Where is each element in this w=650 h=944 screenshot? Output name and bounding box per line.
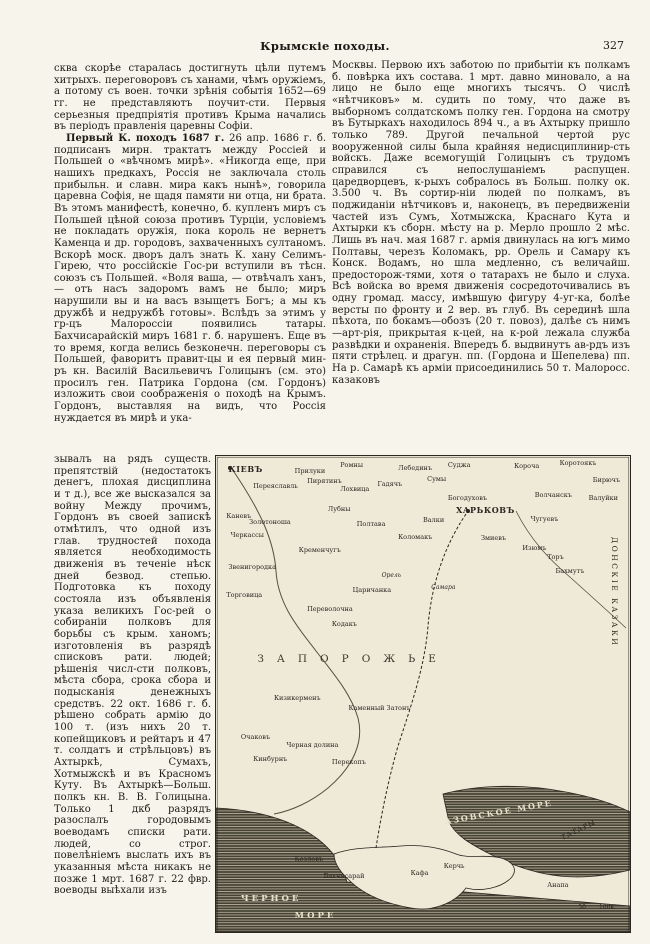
map-label: Звенигородка (228, 562, 276, 571)
map-labels-layer (216, 456, 630, 932)
map-label: Кременчугъ (298, 546, 341, 555)
map-label: Валуйки (588, 494, 618, 503)
map-label: Кодакъ (331, 619, 357, 628)
map-label: ЗАПОРОЖЬЕ (257, 652, 449, 665)
map-label: КІЕВЪ (228, 463, 263, 474)
map-label: ЧЕРНОЕ (240, 893, 302, 904)
map-label: 100в. (598, 904, 616, 912)
map-label: Волчанскъ (534, 491, 572, 500)
map-label: Богодуховъ (447, 494, 488, 503)
map-label: Полтава (356, 519, 386, 528)
map-label: Ромны (340, 460, 364, 469)
paragraph (54, 133, 326, 424)
map-label: Кинбурнъ (253, 754, 288, 763)
map-label: Валки (423, 515, 445, 524)
map-label: Кафа (410, 869, 429, 878)
paragraph: зывалъ на рядъ существ. препятствій (недостатокъ денегъ, плохая дисциплина и т д.), все же высказался за войну Между прочимъ, Гордонъ въ своей запискѣ отмѣтилъ, что одной изъ глав. трудностей похода является необходимость движенія въ теченіе нѣск дней безвод. степью. Подготовка къ походу состояла изъ объявленія указа великихъ Гос-рей о собираніи полковъ для борьбы съ крым. ханомъ; изготовленія въ разрядѣ списковъ рати. людей; рѣшенія числ-сти полковъ, мѣста сбора, срока сбора и подысканія денежныхъ средствъ. 22 окт. 1686 г. б. рѣшено собрать армію до 100 т. (изъ нихъ 20 т. копейщиковъ и рейтаръ и 47 т. солдатъ и стрѣльцовъ) въ Ахтыркѣ, Сумахъ, Хотмыжскѣ и въ Красномъ Куту. Въ Ахтыркѣ—Больш. полкъ кн. В. В. Голицына. Только 1 дкб разрядъ разослалъ городовымъ воеводамъ списки рати. людей, со строг. повелѣніемъ выслать ихъ въ указанныя мѣста никакъ не позже 1 мрт. 1687 г. 22 фвр. воеводы выѣхали изъ (54, 454, 211, 897)
map-label: Сумы (427, 474, 447, 483)
map-label: Переволочна (307, 605, 353, 614)
map-label: Каменный Затонъ (348, 704, 411, 713)
paragraph: Москвы. Первою ихъ заботою по прибытіи къ полкамъ б. повѣрка ихъ состава. 1 мрт. давно миновало, а на лицо не было еще многихъ тысячъ. О числѣ «нѣтчиковъ» м. судить по тому, что даже въ выборномъ солдатскомъ полку ген. Гордона на смотру въ Бутыркахъ находилось 894 ч., а въ Ахтырку пришло только 789. Другой печальной чертой рус вооруженной силы была крайняя недисциплинир-сть войскъ. Даже всемогущій Голицынъ съ трудомъ справился съ непослушаніемъ распущен. царедворцевъ, к-рыхъ собралось въ Больш. полку ок. 3.500 ч. Въ сортир-ніи людей по полкамъ, въ поджиданіи нѣтчиковъ и, наконецъ, въ передвиженіи частей изъ Сумъ, Хотмыжска, Краснаго Кута и Ахтырки къ сборн. мѣсту на р. Мерло прошло 2 мѣс. Лишь въ нач. мая 1687 г. армія двинулась на югъ мимо Полтавы, черезъ Коломакъ, рр. Орель и Самару къ Конск. Водамъ, но шла медленно, съ величайш. предосторож-тями, хотя о татарахъ не было и слуха. Всѣ войска во время движенія сосредоточивались въ одну громад. массу, имѣвшую фигуру 4-уг-ка, болѣе версты по фронту и 2 вер. въ глуб. Въ серединѣ шла пѣхота, по бокамъ—обозъ (20 т. повоз), далѣе съ нимъ—арт-рія, прикрытая к-цей, на к-рой лежала служба развѣдки и охраненія. Впередъ б. выдвинутъ ав-рдъ изъ пяти стрѣлец. и драгун. пп. (Гордона и Шепелева) пп. На р. Самарѣ къ арміи присоединились 50 т. Малоросс. казаковъ (332, 60, 630, 386)
map-label: Гадячъ (377, 479, 403, 488)
paragraph-lead: Первый К. походъ 1687 г. (66, 132, 225, 144)
map-label: Черкассы (230, 531, 264, 540)
map-label: Анапа (547, 881, 569, 890)
map-label: Торговица (226, 591, 263, 600)
map-label: Лубны (327, 504, 351, 513)
map-label: Изюмъ (522, 544, 547, 553)
map-label: Змиевъ (480, 534, 507, 543)
map-label: ХАРЬКОВЪ (456, 505, 515, 516)
map-label: Черная долина (286, 740, 339, 749)
left-column (54, 63, 326, 454)
map-label: Кизикерменъ (273, 693, 321, 702)
map-label: Царичанка (352, 586, 392, 595)
map-label: Орель (381, 572, 401, 580)
map-label: Лохвица (340, 485, 370, 494)
right-column (332, 60, 630, 454)
map-label: АЗОВСКОЕ МОРЕ (443, 797, 554, 827)
left-column-continuation (54, 454, 211, 931)
campaign-map (215, 455, 631, 933)
map-label: Коротоякъ (559, 459, 597, 468)
map-label: Бахчисарай (323, 871, 365, 880)
map-label: Прилуки (294, 467, 326, 476)
map-label: Чугуевъ (530, 514, 559, 523)
map-label: Козловъ (294, 854, 323, 863)
map-label: Переяславль (253, 481, 298, 490)
paragraph-text: 26 апр. 1686 г. б. подписанъ мирн. трактатъ между Россіей и Польшей о «вѣчномъ мирѣ». «Никогда еще, при нашихъ предкахъ, Россія не заключала столь прибыльн. и славн. мира какъ нынѣ», говорила царевна Софія, не щадя памяти ни отца, ни брата. Въ этомъ манифестѣ, конечно, б. купленъ миръ съ Польшей цѣной союза противъ Турціи, условіемъ не покладать оружія, пока король не вернетъ Каменца и др. городовъ, захваченныхъ султаномъ. Вскорѣ моск. дворъ далъ знать К. хану Селимъ-Гирею, что россійскіе Гос-ри вступили въ тѣсн. союзъ съ Польшей. «Воля ваша, — отвѣчалъ ханъ, — отъ насъ задоромъ вамъ не было; миръ нарушили вы и на васъ взыщетъ Богъ; а мы къ дружбѣ и недружбѣ готовы». Вслѣдъ за этимъ у гр-цъ Малороссіи появились татары. Бахчисарайскій миръ 1681 г. б. нарушенъ. Еще въ то время, когда велись безконечн. переговоры съ Польшей, фаворитъ правит-цы и ея первый мин-ръ кн. Василій Васильевичъ Голицынъ (см. это) просилъ ген. Патрика Гордона (см. Гордонъ) изложить свои соображенія о походѣ на Крымъ. Гордонъ, выставляя на видъ, что Россія нуждается въ мирѣ и ука- (54, 132, 326, 424)
map-label: Торъ (547, 553, 564, 562)
map-label: ДОНСКІЕ КАЗАКИ (609, 536, 619, 648)
page-number: 327 (603, 39, 624, 52)
map-label: Каневъ (226, 512, 252, 521)
map-label: Золотоноша (249, 517, 291, 526)
map-label: Бирючъ (592, 475, 621, 484)
map-label: Керчь (443, 861, 465, 870)
map-label: Бахмутъ (555, 567, 585, 576)
map-label: Коломакъ (398, 533, 433, 542)
map-label: Перекопъ (331, 757, 366, 766)
map-label: Лебединъ (398, 464, 432, 473)
map-label: Самара (431, 584, 456, 592)
map-label: Суджа (447, 460, 471, 469)
map-label: Очаковъ (240, 732, 271, 741)
map-label: ТАТАРЫ (559, 818, 597, 843)
map-label: Пирятинъ (307, 476, 342, 485)
map-label: 50 (578, 904, 586, 912)
paragraph: сква скорѣе старалась достигнуть цѣли путемъ хитрыхъ. переговоровъ съ ханами, чѣмъ оружіемъ, а потому съ воен. точки зрѣнія событія 1652—69 гг. не представляютъ поучит-сти. Первыя серьезныя предпріятія противъ Крыма начались въ періодъ правленія царевны Софіи. (54, 63, 326, 133)
map-label: Короча (514, 462, 540, 471)
map-label: МОРЕ (294, 911, 337, 921)
page-title: Крымскіе походы. (260, 39, 390, 53)
